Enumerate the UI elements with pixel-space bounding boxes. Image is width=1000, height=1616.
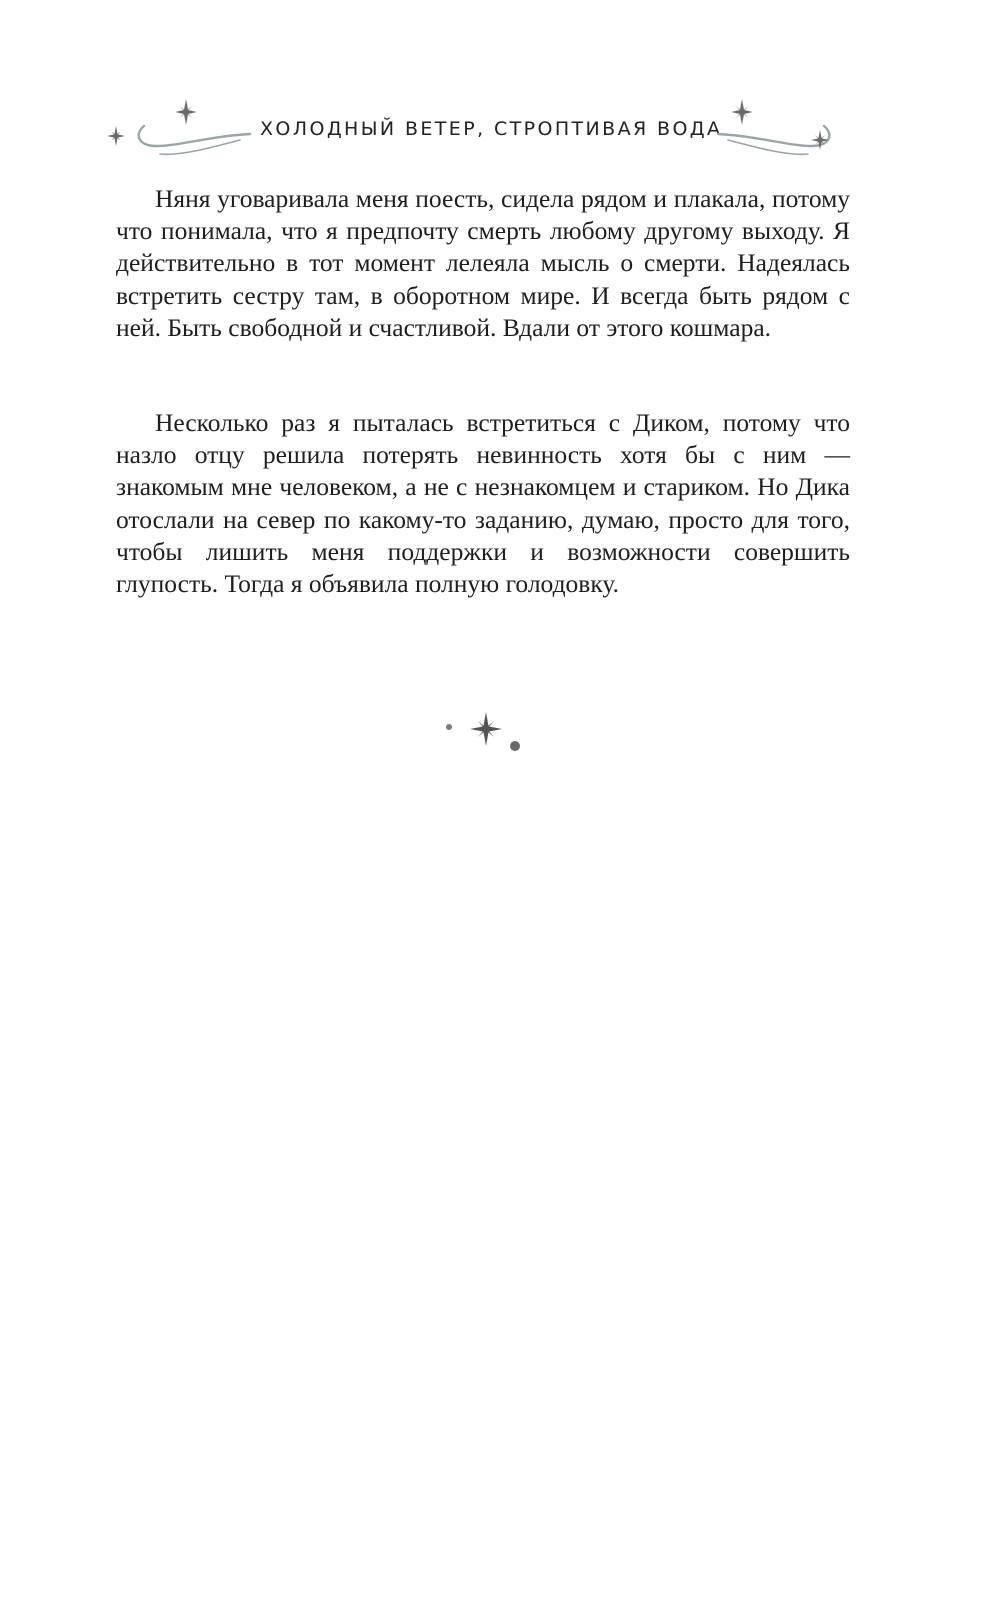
body-paragraph-1: [116, 183, 850, 344]
running-header: [0, 96, 1000, 166]
sparkle-star-icon: [440, 712, 520, 762]
paragraph-text: Несколько раз я пыталась встретиться с Диком, потому что назло отцу решила потерять невинность хотя бы с ним — знакомым мне человеком, а не с незнакомцем и стариком. Но Дика отослали на север по какому-то заданию, думаю, просто для того, чтобы лишить меня поддержки и возможности совершить глупость. Тогда я объявила полную голодовку.: [116, 408, 850, 599]
body-paragraph-2: [116, 407, 850, 600]
paragraph-text: Няня уговаривала меня поесть, сидела рядом и плакала, потому что понимала, что я предпочту смерть любому другому выходу. Я действительно в тот момент лелеяла мысль о смерти. Надеялась встретить сестру там, в оборотном мире. И всегда быть рядом с ней. Быть свободной и счастливой. Вдали от этого кошмара.: [116, 184, 850, 342]
right-ornament-icon: [712, 96, 902, 166]
running-header-title: ХОЛОДНЫЙ ВЕТЕР, СТРОПТИВАЯ ВОДА: [260, 118, 723, 140]
